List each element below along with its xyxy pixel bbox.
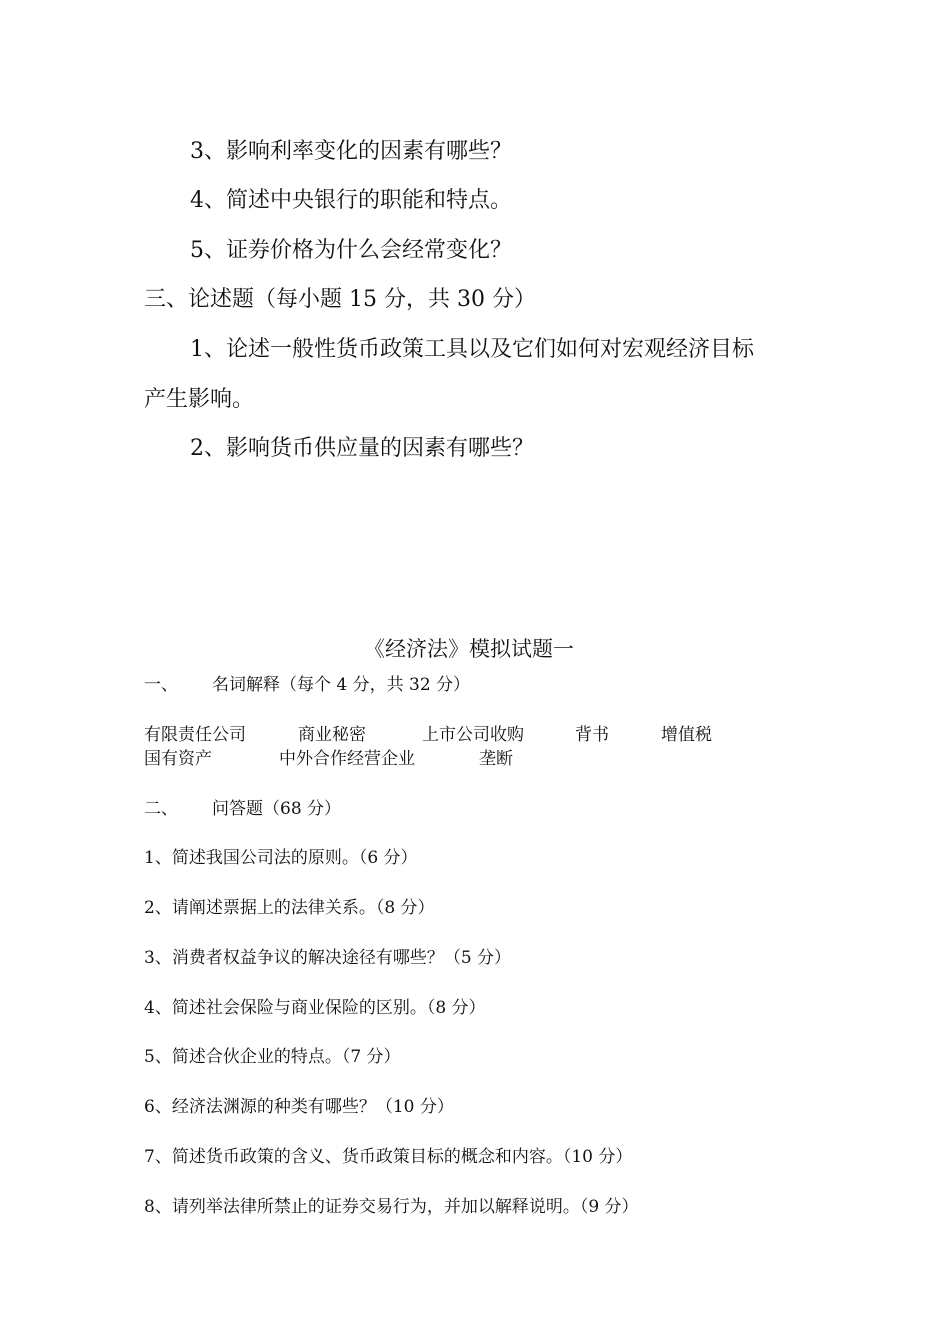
question-5: 5、证券价格为什么会经常变化？ (190, 238, 512, 263)
list-item: 8、请列举法律所禁止的证券交易行为，并加以解释说明。（9 分） (144, 1197, 639, 1217)
term-item: 背书 (575, 725, 609, 745)
list-item: 7、简述货币政策的含义、货币政策目标的概念和内容。（10 分） (144, 1147, 633, 1167)
section-2-heading: 问答题（68 分） (212, 799, 342, 819)
term-item: 商业秘密 (298, 725, 366, 745)
essay-question-1-line-2: 产生影响。 (144, 387, 255, 412)
list-item: 4、简述社会保险与商业保险的区别。（8 分） (144, 998, 486, 1018)
exam-title: 《经济法》模拟试题一 (364, 637, 574, 661)
term-item: 上市公司收购 (422, 725, 524, 745)
list-item: 3、消费者权益争议的解决途径有哪些？（5 分） (144, 948, 512, 968)
section-3-heading: 三、论述题（每小题 15 分，共 30 分） (144, 287, 536, 312)
list-item: 1、简述我国公司法的原则。（6 分） (144, 848, 418, 868)
term-item: 国有资产 (144, 749, 212, 769)
question-4: 4、简述中央银行的职能和特点。 (190, 188, 512, 213)
section-1-number: 一、 (144, 675, 178, 695)
section-1-heading: 名词解释（每个 4 分，共 32 分） (212, 675, 471, 695)
list-item: 6、经济法渊源的种类有哪些？（10 分） (144, 1097, 454, 1117)
list-item: 2、请阐述票据上的法律关系。（8 分） (144, 898, 435, 918)
essay-question-2: 2、影响货币供应量的因素有哪些？ (190, 436, 534, 461)
list-item: 5、简述合伙企业的特点。（7 分） (144, 1047, 401, 1067)
essay-question-1-line-1: 1、论述一般性货币政策工具以及它们如何对宏观经济目标 (190, 337, 754, 362)
section-2-number: 二、 (144, 799, 178, 819)
term-item: 有限责任公司 (144, 725, 246, 745)
term-item: 中外合作经营企业 (279, 749, 415, 769)
term-item: 增值税 (661, 725, 712, 745)
term-item: 垄断 (479, 749, 513, 769)
question-3: 3、影响利率变化的因素有哪些？ (190, 139, 512, 164)
